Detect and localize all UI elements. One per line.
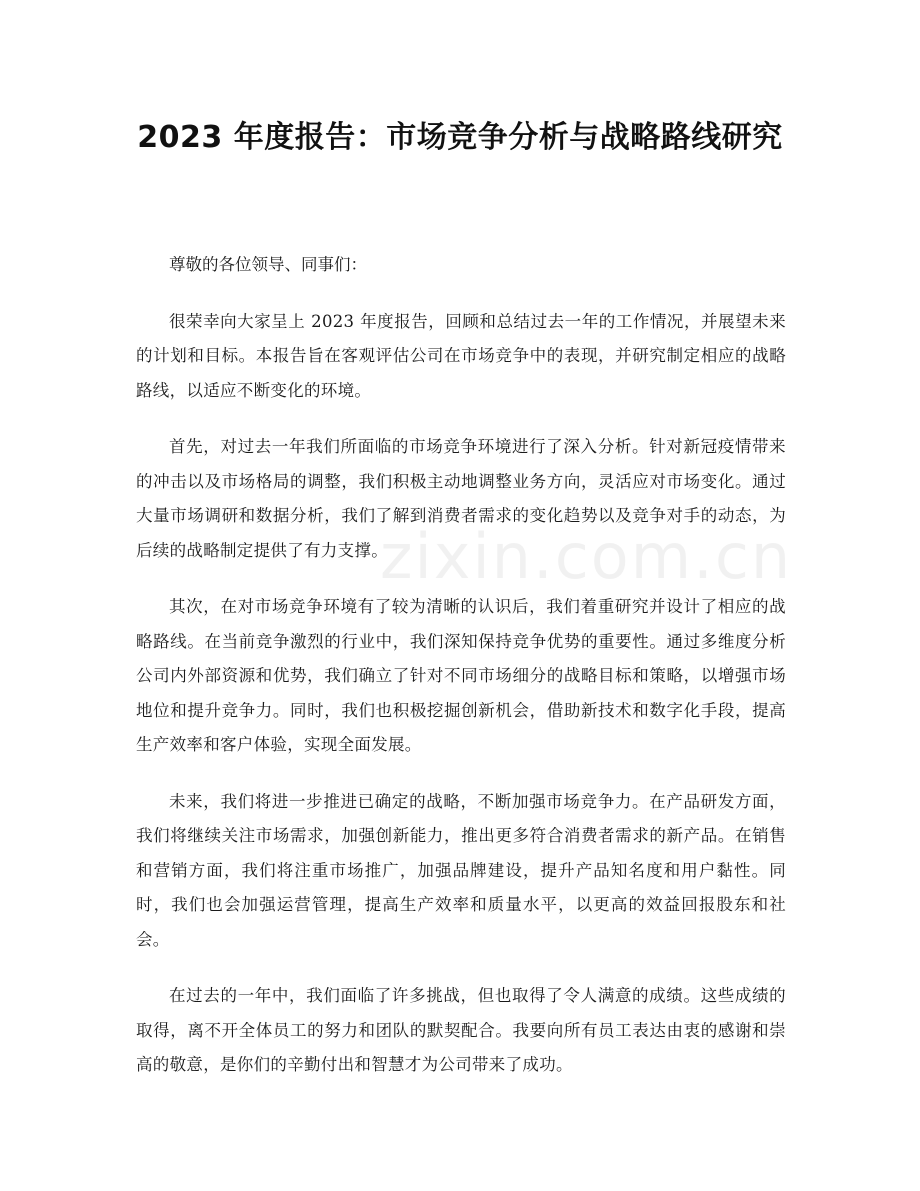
paragraph-future: 未来，我们将进一步推进已确定的战略，不断加强市场竞争力。在产品研发方面，我们将继续关注市场需求，加强创新能力，推出更多符合消费者需求的新产品。在销售和营销方面，我们将注重市场推广，加强品牌建设，提升产品知名度和用户黏性。同时，我们也会加强运营管理，提高生产效率和质量水平，以更高的效益回报股东和社会。 xyxy=(136,791,786,949)
paragraph-thanks: 在过去的一年中，我们面临了许多挑战，但也取得了令人满意的成绩。这些成绩的取得，离不开全体员工的努力和团队的默契配合。我要向所有员工表达由衷的感谢和崇高的敬意，是你们的辛勤付出和智慧才为公司带来了成功。 xyxy=(136,986,786,1074)
paragraph-market-analysis: 首先，对过去一年我们所面临的市场竞争环境进行了深入分析。针对新冠疫情带来的冲击以及市场格局的调整，我们积极主动地调整业务方向，灵活应对市场变化。通过大量市场调研和数据分析，我们了解到消费者需求的变化趋势以及竞争对手的动态，为后续的战略制定提供了有力支撑。 xyxy=(136,437,786,560)
paragraph-strategy: 其次，在对市场竞争环境有了较为清晰的认识后，我们着重研究并设计了相应的战略路线。在当前竞争激烈的行业中，我们深知保持竞争优势的重要性。通过多维度分析公司内外部资源和优势，我们确立了针对不同市场细分的战略目标和策略，以增强市场地位和提升竞争力。同时，我们也积极挖掘创新机会，借助新技术和数字化手段，提高生产效率和客户体验，实现全面发展。 xyxy=(136,597,786,754)
document-title: 2023 年度报告：市场竞争分析与战略路线研究 xyxy=(137,120,783,155)
paragraph-intro: 很荣幸向大家呈上 2023 年度报告，回顾和总结过去一年的工作情况，并展望未来的计划和目标。本报告旨在客观评估公司在市场竞争中的表现，并研究制定相应的战略路线，以适应不断变化的环境。 xyxy=(136,311,786,400)
watermark: zixin.com.cn xyxy=(380,520,793,593)
greeting-line: 尊敬的各位领导、同事们： xyxy=(169,255,367,274)
document-body xyxy=(136,248,786,1105)
